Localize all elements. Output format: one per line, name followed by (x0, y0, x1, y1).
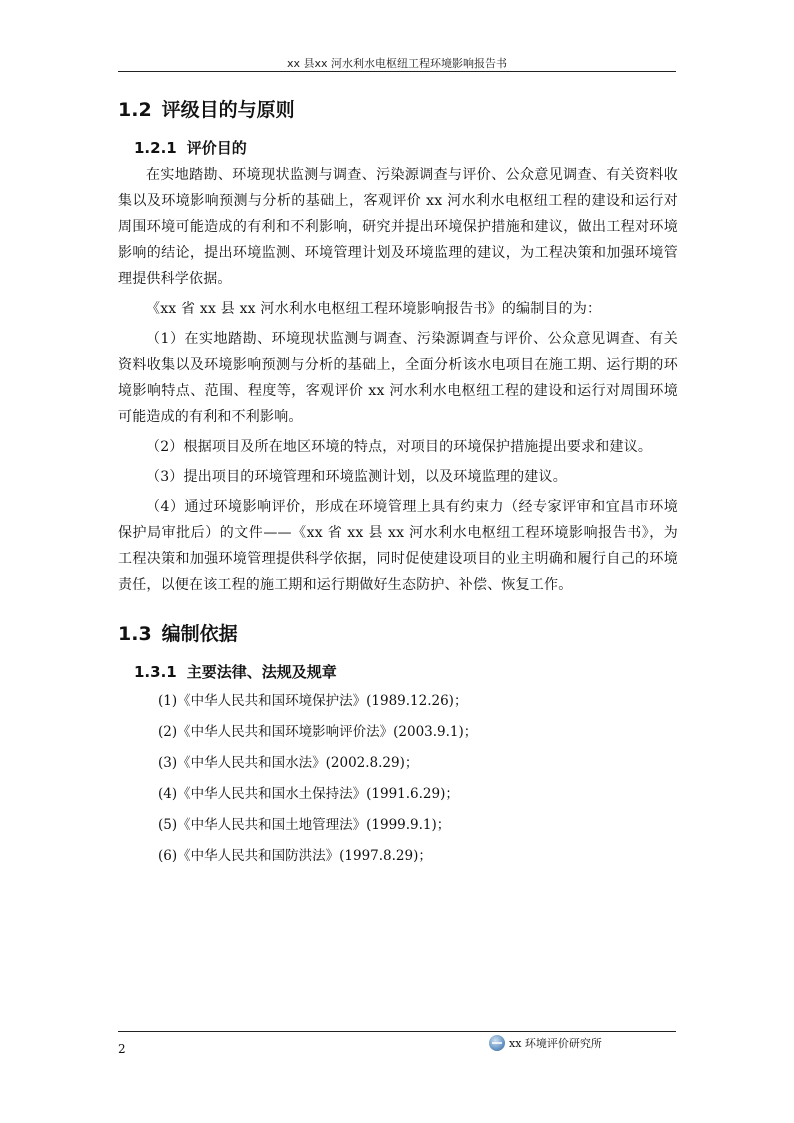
section-heading-1-2 (118, 96, 678, 126)
subsection-title: 主要法律、法规及规章 (186, 663, 337, 681)
list-item: (1)《中华人民共和国环境保护法》(1989.12.26)； (158, 693, 468, 709)
paragraph-purpose-item-3: （3）提出项目的环境管理和环境监测计划，以及环境监理的建议。 (146, 469, 567, 485)
paragraph-report-purpose-intro: 《xx 省 xx 县 xx 河水利水电枢纽工程环境影响报告书》的编制目的为： (146, 301, 602, 317)
paragraph-purpose-item-1: （1）在实地踏勘、环境现状监测与调查、污染源调查与评价、公众意见调查、有关资料收集以及环境影响预测与分析的基础上，全面分析该水电项目在施工期、运行期的环境影响特点、范围、程度等，客观评价 xx 河水利水电枢纽工程的建设和运行对周围环境可能造成的有利和不利影响。 (118, 331, 678, 425)
header-rule (118, 71, 676, 72)
page-content (118, 96, 678, 872)
paragraph-purpose-item-2: （2）根据项目及所在地区环境的特点，对项目的环境保护措施提出要求和建议。 (146, 439, 653, 455)
subsection-title: 评价目的 (186, 139, 247, 157)
footer-rule (118, 1031, 676, 1032)
subsection-number: 1.2.1 (134, 139, 177, 157)
list-item: (3)《中华人民共和国水法》(2002.8.29)； (158, 755, 419, 771)
subsection-number: 1.3.1 (134, 663, 177, 681)
paragraph-purpose-item-4: （4）通过环境影响评价，形成在环境管理上具有约束力（经专家评审和宜昌市环境保护局审批后）的文件——《xx 省 xx 县 xx 河水利水电枢纽工程环境影响报告书》，为工程决策和加强环境管理提供科学依据，同时促使建设项目的业主明确和履行自己的环境责任，以便在该工程的施工期和运行期做好生态防护、补偿、恢复工作。 (118, 499, 678, 593)
paragraph-evaluation-purpose: 在实地踏勘、环境现状监测与调查、污染源调查与评价、公众意见调查、有关资料收集以及环境影响预测与分析的基础上，客观评价 xx 河水利水电枢纽工程的建设和运行对周围环境可能造成的有利和不利影响，研究并提出环境保护措施和建议，做出工程对环境影响的结论，提出环境监测、环境管理计划及环境监理的建议，为工程决策和加强环境管理提供科学依据。 (118, 167, 678, 287)
section-number: 1.3 (118, 623, 152, 645)
laws-list (118, 686, 678, 872)
section-title: 编制依据 (161, 623, 238, 645)
section-title: 评级目的与原则 (161, 99, 295, 121)
section-heading-1-3 (118, 620, 678, 650)
list-item: (5)《中华人民共和国土地管理法》(1999.9.1)； (158, 817, 451, 833)
subsection-heading-1-2-1 (118, 136, 678, 162)
running-header-title: xx 县xx 河水利水电枢纽工程环境影响报告书 (286, 57, 508, 70)
section-number: 1.2 (118, 99, 152, 121)
page-number: 2 (118, 1042, 126, 1056)
subsection-heading-1-3-1 (118, 660, 678, 686)
list-item: (2)《中华人民共和国环境影响评价法》(2003.9.1)； (158, 724, 478, 740)
footer-organization (489, 1035, 602, 1051)
list-item: (4)《中华人民共和国水土保持法》(1991.6.29)； (158, 786, 459, 802)
institute-logo-icon (489, 1035, 505, 1051)
organization-name: xx 环境评价研究所 (509, 1037, 602, 1050)
list-item: (6)《中华人民共和国防洪法》(1997.8.29)； (158, 848, 432, 864)
